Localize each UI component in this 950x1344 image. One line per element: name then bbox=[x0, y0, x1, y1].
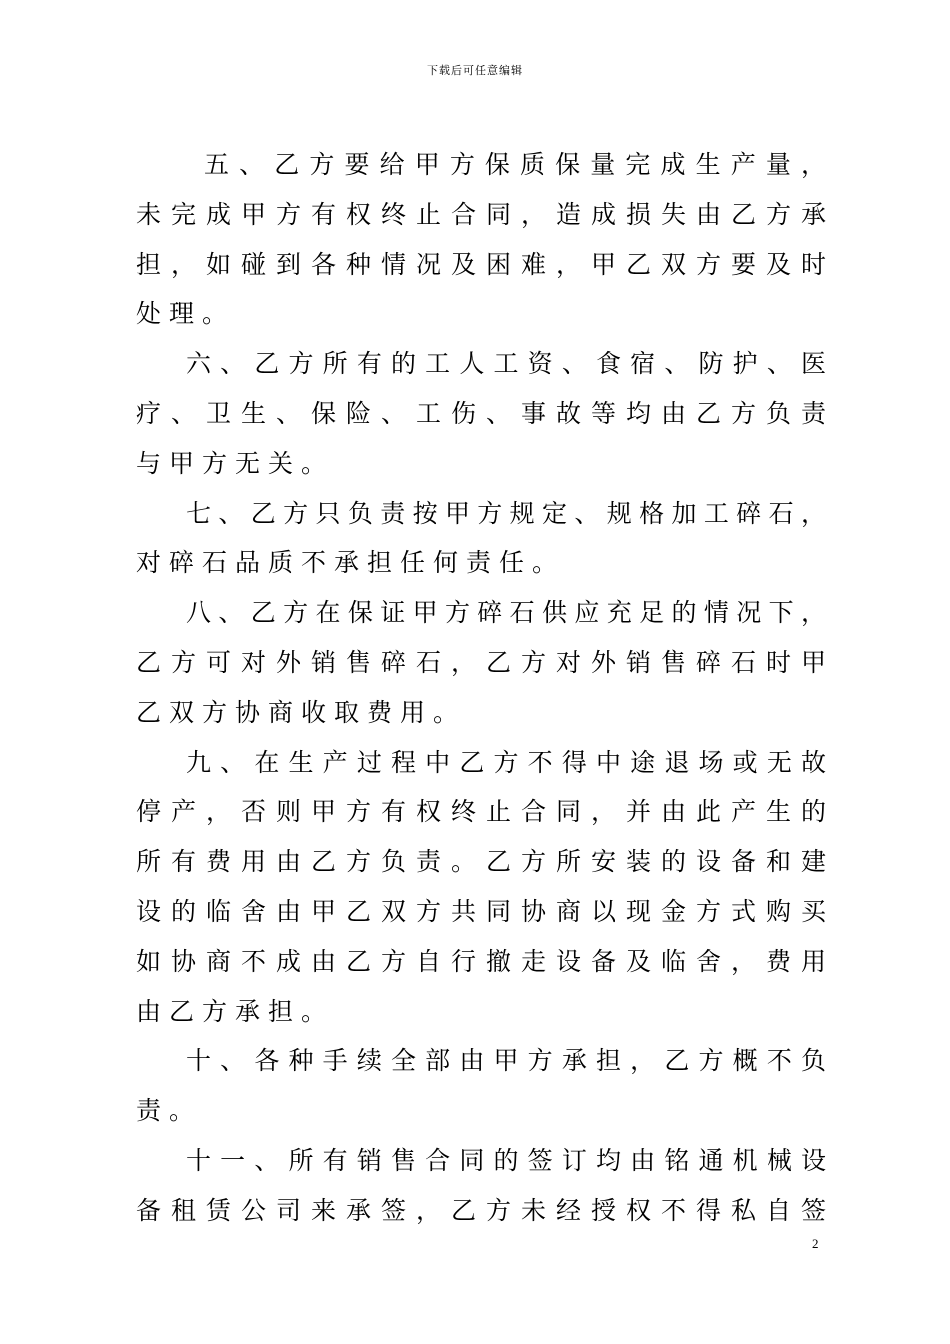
paragraph-8-line-2: 乙方可对外销售碎石，乙方对外销售碎石时甲 bbox=[136, 648, 826, 677]
paragraph-9-line-1: 九、在生产过程中乙方不得中途退场或无故 bbox=[186, 748, 826, 777]
paragraph-5-line-3: 担，如碰到各种情况及困难，甲乙双方要及时 bbox=[136, 250, 826, 279]
paragraph-5-line-4: 处理。 bbox=[136, 299, 236, 328]
paragraph-7-line-2: 对碎石品质不承担任何责任。 bbox=[136, 548, 566, 577]
paragraph-11-line-1: 十一、所有销售合同的签订均由铭通机械设 bbox=[186, 1146, 826, 1175]
paragraph-7-line-1: 七、乙方只负责按甲方规定、规格加工碎石， bbox=[186, 499, 826, 528]
page-number: 2 bbox=[812, 1236, 819, 1251]
paragraph-9-line-2: 停产，否则甲方有权终止合同，并由此产生的 bbox=[136, 797, 826, 826]
paragraph-8-line-1: 八、乙方在保证甲方碎石供应充足的情况下， bbox=[186, 598, 826, 627]
paragraph-9-line-3: 所有费用由乙方负责。乙方所安装的设备和建 bbox=[136, 847, 826, 876]
paragraph-9-line-4: 设的临舍由甲乙双方共同协商以现金方式购买 bbox=[136, 897, 826, 926]
paragraph-6-line-1: 六、乙方所有的工人工资、食宿、防护、医 bbox=[186, 349, 826, 378]
paragraph-9-line-6: 由乙方承担。 bbox=[136, 997, 335, 1026]
paragraph-5-line-2: 未完成甲方有权终止合同，造成损失由乙方承 bbox=[136, 200, 826, 229]
paragraph-10-line-1: 十、各种手续全部由甲方承担，乙方概不负 bbox=[186, 1046, 826, 1075]
paragraph-8-line-3: 乙双方协商收取费用。 bbox=[136, 698, 467, 727]
paragraph-6-line-3: 与甲方无关。 bbox=[136, 449, 335, 478]
page-header: 下载后可任意编辑 bbox=[427, 64, 523, 77]
paragraph-6-line-2: 疗、卫生、保险、工伤、事故等均由乙方负责 bbox=[136, 399, 826, 428]
paragraph-5-line-1: 五、乙方要给甲方保质保量完成生产量， bbox=[204, 150, 826, 179]
paragraph-9-line-5: 如协商不成由乙方自行撤走设备及临舍，费用 bbox=[136, 947, 826, 976]
paragraph-10-line-2: 责。 bbox=[136, 1096, 203, 1125]
paragraph-11-line-2: 备租赁公司来承签，乙方未经授权不得私自签 bbox=[136, 1196, 826, 1225]
